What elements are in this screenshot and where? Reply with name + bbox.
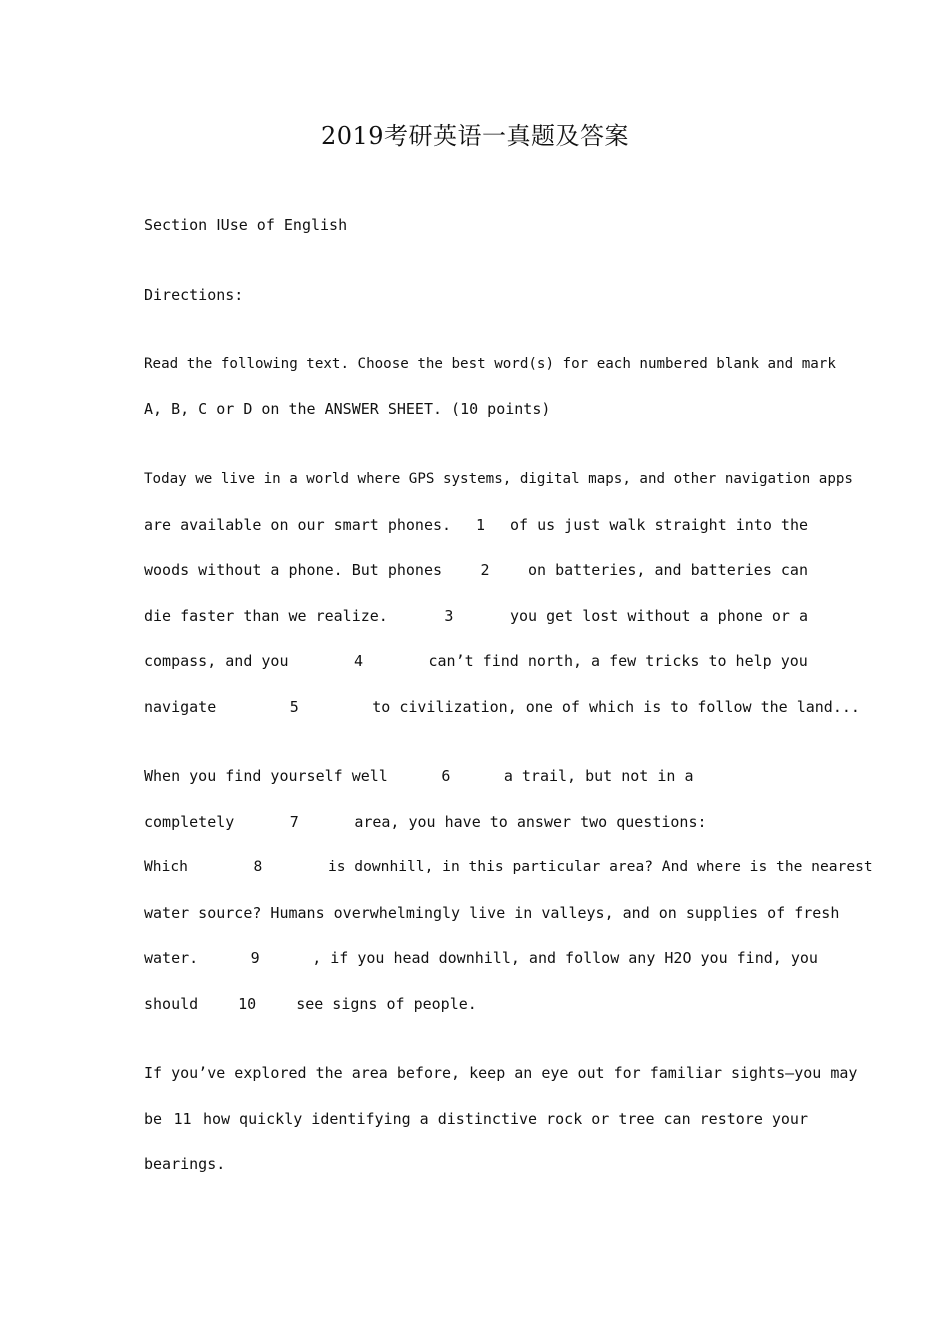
text-segment: completely	[144, 813, 235, 831]
paragraph-line	[144, 948, 818, 968]
text-segment: Which	[144, 858, 188, 875]
text-segment: compass, and you	[144, 652, 289, 670]
paragraph-line	[144, 766, 808, 786]
text-segment: should	[144, 995, 199, 1013]
text-segment: how quickly identifying a distinctive rock or tree can restore your	[202, 1110, 808, 1128]
text-segment: navigate	[144, 698, 217, 716]
instructions-line	[144, 354, 836, 374]
text-segment: of us just walk straight into the	[509, 516, 808, 534]
blank-number: 10	[238, 995, 257, 1013]
text-segment: die faster than we realize.	[144, 607, 388, 625]
paragraph-line	[144, 857, 873, 877]
paragraph-line	[144, 560, 808, 580]
blank-number: 11	[173, 1110, 192, 1128]
paragraph-line	[144, 515, 808, 535]
blank-number: 1	[476, 516, 486, 534]
blank-number: 9	[250, 949, 260, 967]
paragraph-line	[144, 812, 808, 832]
text-segment: a trail, but not in a	[503, 767, 694, 785]
blank-number: 2	[480, 561, 490, 579]
paragraph-line: Today we live in a world where GPS systems, digital maps, and other navigation apps	[144, 471, 853, 487]
paragraph-line	[144, 1109, 808, 1129]
instructions-line: A, B, C or D on the ANSWER SHEET. (10 points)	[144, 400, 551, 418]
paragraph-line	[144, 651, 808, 671]
blank-number: 8	[253, 858, 263, 875]
blank-number: 5	[289, 698, 299, 716]
directions-label: Directions:	[144, 286, 244, 304]
text-segment: to civilization, one of which is to follow the land...	[372, 698, 860, 716]
text-segment: When you find yourself well	[144, 767, 388, 785]
paragraph-line: If you’ve explored the area before, keep an eye out for familiar sights—you may	[144, 1064, 858, 1082]
text-segment: area, you have to answer two questions:	[354, 813, 707, 831]
text-segment: is downhill, in this particular area? And where is the nearest	[327, 858, 873, 875]
blank-number: 7	[289, 813, 299, 831]
text-segment: be	[144, 1110, 163, 1128]
paragraph-line: water source? Humans overwhelmingly live in valleys, and on supplies of fresh	[144, 904, 840, 922]
text-segment: you get lost without a phone or a	[509, 607, 808, 625]
text-segment: water.	[144, 949, 199, 967]
text-segment: , if you head downhill, and follow any H2O you find, you	[312, 949, 818, 967]
text-segment: are available on our smart phones.	[144, 516, 452, 534]
text-segment: can’t find north, a few tricks to help you	[428, 652, 808, 670]
paragraph-line	[144, 697, 860, 717]
paragraph-line: bearings.	[144, 1155, 226, 1173]
document-title: 2019考研英语一真题及答案	[320, 122, 630, 150]
blank-number: 6	[441, 767, 451, 785]
paragraph-line	[144, 994, 808, 1014]
section-heading: Section ⅠUse of English	[144, 216, 348, 234]
text-segment: on batteries, and batteries can	[528, 561, 808, 579]
text-segment: woods without a phone. But phones	[144, 561, 443, 579]
text-segment: see signs of people.	[296, 995, 477, 1013]
blank-number: 3	[444, 607, 454, 625]
blank-number: 4	[353, 652, 364, 670]
paragraph-line	[144, 606, 808, 626]
instructions-text: Read the following text. Choose the best word(s) for each numbered blank and mark	[144, 356, 836, 372]
